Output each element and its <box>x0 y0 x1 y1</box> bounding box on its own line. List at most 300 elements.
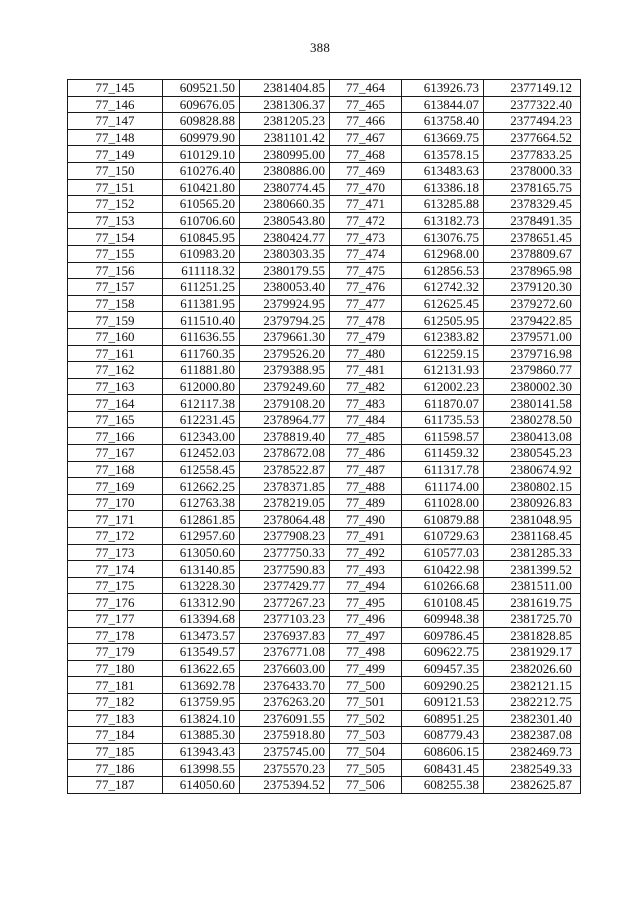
y-coordinate-right-cell: 2381285.33 <box>484 544 581 561</box>
point-id-right-cell: 77_476 <box>330 279 402 296</box>
table-row <box>68 611 581 628</box>
table-row <box>68 362 581 379</box>
point-id-left-cell: 77_175 <box>68 577 163 594</box>
x-coordinate-left-cell: 613312.90 <box>163 594 240 611</box>
x-coordinate-left-cell: 612452.03 <box>163 445 240 462</box>
x-coordinate-right-cell: 610729.63 <box>402 528 484 545</box>
y-coordinate-left-cell: 2377750.33 <box>240 544 330 561</box>
point-id-left-cell: 77_166 <box>68 428 163 445</box>
y-coordinate-left-cell: 2376433.70 <box>240 677 330 694</box>
y-coordinate-left-cell: 2379249.60 <box>240 378 330 395</box>
x-coordinate-left-cell: 610983.20 <box>163 245 240 262</box>
point-id-right-cell: 77_498 <box>330 644 402 661</box>
y-coordinate-left-cell: 2380886.00 <box>240 162 330 179</box>
point-id-left-cell: 77_177 <box>68 611 163 628</box>
y-coordinate-right-cell: 2380278.50 <box>484 411 581 428</box>
table-row <box>68 162 581 179</box>
y-coordinate-right-cell: 2382549.33 <box>484 760 581 777</box>
y-coordinate-right-cell: 2382301.40 <box>484 710 581 727</box>
y-coordinate-right-cell: 2379860.77 <box>484 362 581 379</box>
point-id-left-cell: 77_186 <box>68 760 163 777</box>
y-coordinate-left-cell: 2376937.83 <box>240 627 330 644</box>
point-id-left-cell: 77_159 <box>68 312 163 329</box>
y-coordinate-left-cell: 2376771.08 <box>240 644 330 661</box>
point-id-right-cell: 77_468 <box>330 146 402 163</box>
x-coordinate-right-cell: 613285.88 <box>402 196 484 213</box>
y-coordinate-right-cell: 2381168.45 <box>484 528 581 545</box>
y-coordinate-left-cell: 2378371.85 <box>240 478 330 495</box>
point-id-right-cell: 77_484 <box>330 411 402 428</box>
point-id-left-cell: 77_173 <box>68 544 163 561</box>
table-row <box>68 146 581 163</box>
y-coordinate-right-cell: 2377664.52 <box>484 129 581 146</box>
x-coordinate-left-cell: 613885.30 <box>163 727 240 744</box>
y-coordinate-right-cell: 2381619.75 <box>484 594 581 611</box>
coordinates-table <box>67 79 581 794</box>
y-coordinate-left-cell: 2375745.00 <box>240 743 330 760</box>
y-coordinate-right-cell: 2380674.92 <box>484 461 581 478</box>
table-row <box>68 312 581 329</box>
point-id-left-cell: 77_153 <box>68 212 163 229</box>
x-coordinate-left-cell: 611510.40 <box>163 312 240 329</box>
y-coordinate-left-cell: 2376263.20 <box>240 693 330 710</box>
point-id-right-cell: 77_475 <box>330 262 402 279</box>
y-coordinate-left-cell: 2381101.42 <box>240 129 330 146</box>
table-row <box>68 544 581 561</box>
table-row <box>68 96 581 113</box>
x-coordinate-left-cell: 614050.60 <box>163 776 240 793</box>
x-coordinate-right-cell: 613669.75 <box>402 129 484 146</box>
table-row <box>68 677 581 694</box>
y-coordinate-right-cell: 2377494.23 <box>484 113 581 130</box>
x-coordinate-left-cell: 612558.45 <box>163 461 240 478</box>
point-id-right-cell: 77_481 <box>330 362 402 379</box>
x-coordinate-right-cell: 612505.95 <box>402 312 484 329</box>
y-coordinate-right-cell: 2378651.45 <box>484 229 581 246</box>
x-coordinate-right-cell: 612002.23 <box>402 378 484 395</box>
x-coordinate-right-cell: 612383.82 <box>402 328 484 345</box>
table-row <box>68 262 581 279</box>
table-row <box>68 710 581 727</box>
x-coordinate-right-cell: 610879.88 <box>402 511 484 528</box>
x-coordinate-left-cell: 610706.60 <box>163 212 240 229</box>
y-coordinate-right-cell: 2380545.23 <box>484 445 581 462</box>
point-id-left-cell: 77_165 <box>68 411 163 428</box>
table-row <box>68 494 581 511</box>
y-coordinate-right-cell: 2382121.15 <box>484 677 581 694</box>
x-coordinate-right-cell: 609622.75 <box>402 644 484 661</box>
point-id-right-cell: 77_471 <box>330 196 402 213</box>
x-coordinate-left-cell: 613622.65 <box>163 660 240 677</box>
y-coordinate-right-cell: 2378329.45 <box>484 196 581 213</box>
point-id-right-cell: 77_483 <box>330 395 402 412</box>
x-coordinate-right-cell: 610577.03 <box>402 544 484 561</box>
point-id-left-cell: 77_176 <box>68 594 163 611</box>
x-coordinate-left-cell: 613943.43 <box>163 743 240 760</box>
x-coordinate-right-cell: 611028.00 <box>402 494 484 511</box>
y-coordinate-left-cell: 2380995.00 <box>240 146 330 163</box>
x-coordinate-left-cell: 610565.20 <box>163 196 240 213</box>
x-coordinate-left-cell: 612117.38 <box>163 395 240 412</box>
x-coordinate-left-cell: 612231.45 <box>163 411 240 428</box>
point-id-left-cell: 77_185 <box>68 743 163 760</box>
point-id-right-cell: 77_467 <box>330 129 402 146</box>
table-row <box>68 461 581 478</box>
y-coordinate-left-cell: 2379661.30 <box>240 328 330 345</box>
y-coordinate-right-cell: 2381399.52 <box>484 561 581 578</box>
table-row <box>68 528 581 545</box>
y-coordinate-right-cell: 2379422.85 <box>484 312 581 329</box>
point-id-left-cell: 77_171 <box>68 511 163 528</box>
x-coordinate-right-cell: 613483.63 <box>402 162 484 179</box>
table-row <box>68 328 581 345</box>
x-coordinate-right-cell: 611174.00 <box>402 478 484 495</box>
point-id-right-cell: 77_474 <box>330 245 402 262</box>
point-id-left-cell: 77_148 <box>68 129 163 146</box>
table-row <box>68 229 581 246</box>
table-row <box>68 627 581 644</box>
y-coordinate-left-cell: 2377908.23 <box>240 528 330 545</box>
point-id-left-cell: 77_182 <box>68 693 163 710</box>
table-row <box>68 212 581 229</box>
y-coordinate-right-cell: 2380413.08 <box>484 428 581 445</box>
y-coordinate-left-cell: 2381205.23 <box>240 113 330 130</box>
point-id-right-cell: 77_470 <box>330 179 402 196</box>
x-coordinate-right-cell: 609786.45 <box>402 627 484 644</box>
y-coordinate-right-cell: 2377149.12 <box>484 80 581 97</box>
x-coordinate-left-cell: 613228.30 <box>163 577 240 594</box>
y-coordinate-left-cell: 2378219.05 <box>240 494 330 511</box>
point-id-left-cell: 77_178 <box>68 627 163 644</box>
y-coordinate-left-cell: 2376603.00 <box>240 660 330 677</box>
table-row <box>68 345 581 362</box>
y-coordinate-left-cell: 2379388.95 <box>240 362 330 379</box>
y-coordinate-right-cell: 2378491.35 <box>484 212 581 229</box>
x-coordinate-right-cell: 612259.15 <box>402 345 484 362</box>
y-coordinate-left-cell: 2375394.52 <box>240 776 330 793</box>
x-coordinate-left-cell: 611118.32 <box>163 262 240 279</box>
point-id-left-cell: 77_167 <box>68 445 163 462</box>
table-row <box>68 727 581 744</box>
x-coordinate-right-cell: 612742.32 <box>402 279 484 296</box>
point-id-right-cell: 77_505 <box>330 760 402 777</box>
y-coordinate-left-cell: 2379924.95 <box>240 295 330 312</box>
table-row <box>68 113 581 130</box>
point-id-right-cell: 77_495 <box>330 594 402 611</box>
y-coordinate-left-cell: 2378064.48 <box>240 511 330 528</box>
point-id-left-cell: 77_179 <box>68 644 163 661</box>
y-coordinate-right-cell: 2377322.40 <box>484 96 581 113</box>
point-id-right-cell: 77_469 <box>330 162 402 179</box>
point-id-right-cell: 77_485 <box>330 428 402 445</box>
x-coordinate-left-cell: 610276.40 <box>163 162 240 179</box>
x-coordinate-left-cell: 613549.57 <box>163 644 240 661</box>
y-coordinate-left-cell: 2378819.40 <box>240 428 330 445</box>
point-id-right-cell: 77_478 <box>330 312 402 329</box>
x-coordinate-right-cell: 611459.32 <box>402 445 484 462</box>
table-row <box>68 245 581 262</box>
x-coordinate-right-cell: 610422.98 <box>402 561 484 578</box>
point-id-left-cell: 77_150 <box>68 162 163 179</box>
x-coordinate-left-cell: 611881.80 <box>163 362 240 379</box>
table-row <box>68 478 581 495</box>
point-id-right-cell: 77_473 <box>330 229 402 246</box>
x-coordinate-right-cell: 608779.43 <box>402 727 484 744</box>
y-coordinate-right-cell: 2381929.17 <box>484 644 581 661</box>
x-coordinate-right-cell: 613926.73 <box>402 80 484 97</box>
y-coordinate-right-cell: 2382212.75 <box>484 693 581 710</box>
x-coordinate-left-cell: 611760.35 <box>163 345 240 362</box>
x-coordinate-right-cell: 613076.75 <box>402 229 484 246</box>
x-coordinate-right-cell: 609948.38 <box>402 611 484 628</box>
x-coordinate-right-cell: 613182.73 <box>402 212 484 229</box>
point-id-left-cell: 77_146 <box>68 96 163 113</box>
table-row <box>68 411 581 428</box>
table-row <box>68 760 581 777</box>
x-coordinate-left-cell: 609979.90 <box>163 129 240 146</box>
point-id-right-cell: 77_496 <box>330 611 402 628</box>
x-coordinate-right-cell: 608606.15 <box>402 743 484 760</box>
x-coordinate-left-cell: 612343.00 <box>163 428 240 445</box>
y-coordinate-left-cell: 2378522.87 <box>240 461 330 478</box>
y-coordinate-left-cell: 2377103.23 <box>240 611 330 628</box>
point-id-right-cell: 77_502 <box>330 710 402 727</box>
table-row <box>68 428 581 445</box>
x-coordinate-right-cell: 613844.07 <box>402 96 484 113</box>
point-id-left-cell: 77_161 <box>68 345 163 362</box>
point-id-right-cell: 77_501 <box>330 693 402 710</box>
y-coordinate-left-cell: 2379526.20 <box>240 345 330 362</box>
point-id-left-cell: 77_155 <box>68 245 163 262</box>
x-coordinate-left-cell: 609521.50 <box>163 80 240 97</box>
point-id-right-cell: 77_480 <box>330 345 402 362</box>
table-row <box>68 693 581 710</box>
y-coordinate-right-cell: 2378809.67 <box>484 245 581 262</box>
x-coordinate-right-cell: 608951.25 <box>402 710 484 727</box>
x-coordinate-left-cell: 612861.85 <box>163 511 240 528</box>
x-coordinate-left-cell: 610421.80 <box>163 179 240 196</box>
table-row <box>68 743 581 760</box>
y-coordinate-right-cell: 2380926.83 <box>484 494 581 511</box>
point-id-right-cell: 77_499 <box>330 660 402 677</box>
point-id-left-cell: 77_172 <box>68 528 163 545</box>
y-coordinate-right-cell: 2380802.15 <box>484 478 581 495</box>
x-coordinate-left-cell: 609676.05 <box>163 96 240 113</box>
y-coordinate-right-cell: 2380002.30 <box>484 378 581 395</box>
table-row <box>68 395 581 412</box>
x-coordinate-left-cell: 613759.95 <box>163 693 240 710</box>
table-row <box>68 561 581 578</box>
x-coordinate-right-cell: 613758.40 <box>402 113 484 130</box>
x-coordinate-left-cell: 611251.25 <box>163 279 240 296</box>
x-coordinate-left-cell: 613140.85 <box>163 561 240 578</box>
y-coordinate-right-cell: 2380141.58 <box>484 395 581 412</box>
point-id-left-cell: 77_157 <box>68 279 163 296</box>
x-coordinate-left-cell: 613998.55 <box>163 760 240 777</box>
y-coordinate-right-cell: 2381828.85 <box>484 627 581 644</box>
x-coordinate-left-cell: 613824.10 <box>163 710 240 727</box>
table-row <box>68 511 581 528</box>
table-row <box>68 644 581 661</box>
y-coordinate-left-cell: 2375570.23 <box>240 760 330 777</box>
point-id-left-cell: 77_145 <box>68 80 163 97</box>
point-id-right-cell: 77_500 <box>330 677 402 694</box>
y-coordinate-left-cell: 2381404.85 <box>240 80 330 97</box>
table-row <box>68 279 581 296</box>
table-row <box>68 378 581 395</box>
y-coordinate-right-cell: 2381511.00 <box>484 577 581 594</box>
point-id-left-cell: 77_156 <box>68 262 163 279</box>
y-coordinate-right-cell: 2382026.60 <box>484 660 581 677</box>
table-body <box>68 80 581 794</box>
y-coordinate-right-cell: 2377833.25 <box>484 146 581 163</box>
y-coordinate-left-cell: 2380424.77 <box>240 229 330 246</box>
x-coordinate-right-cell: 609121.53 <box>402 693 484 710</box>
x-coordinate-left-cell: 613050.60 <box>163 544 240 561</box>
point-id-right-cell: 77_494 <box>330 577 402 594</box>
point-id-left-cell: 77_154 <box>68 229 163 246</box>
point-id-right-cell: 77_489 <box>330 494 402 511</box>
y-coordinate-left-cell: 2380774.45 <box>240 179 330 196</box>
y-coordinate-right-cell: 2378965.98 <box>484 262 581 279</box>
point-id-left-cell: 77_158 <box>68 295 163 312</box>
x-coordinate-left-cell: 610845.95 <box>163 229 240 246</box>
point-id-right-cell: 77_506 <box>330 776 402 793</box>
point-id-left-cell: 77_147 <box>68 113 163 130</box>
point-id-right-cell: 77_482 <box>330 378 402 395</box>
table-row <box>68 445 581 462</box>
point-id-left-cell: 77_184 <box>68 727 163 744</box>
point-id-right-cell: 77_466 <box>330 113 402 130</box>
x-coordinate-right-cell: 612131.93 <box>402 362 484 379</box>
point-id-left-cell: 77_169 <box>68 478 163 495</box>
point-id-right-cell: 77_488 <box>330 478 402 495</box>
y-coordinate-right-cell: 2379571.00 <box>484 328 581 345</box>
x-coordinate-right-cell: 610108.45 <box>402 594 484 611</box>
x-coordinate-left-cell: 613692.78 <box>163 677 240 694</box>
point-id-left-cell: 77_163 <box>68 378 163 395</box>
table-row <box>68 196 581 213</box>
x-coordinate-left-cell: 612763.38 <box>163 494 240 511</box>
table-row <box>68 577 581 594</box>
point-id-right-cell: 77_487 <box>330 461 402 478</box>
y-coordinate-left-cell: 2380053.40 <box>240 279 330 296</box>
x-coordinate-left-cell: 611636.55 <box>163 328 240 345</box>
point-id-left-cell: 77_149 <box>68 146 163 163</box>
y-coordinate-right-cell: 2381048.95 <box>484 511 581 528</box>
point-id-right-cell: 77_464 <box>330 80 402 97</box>
x-coordinate-right-cell: 613578.15 <box>402 146 484 163</box>
table-row <box>68 660 581 677</box>
x-coordinate-left-cell: 611381.95 <box>163 295 240 312</box>
point-id-right-cell: 77_465 <box>330 96 402 113</box>
y-coordinate-right-cell: 2382387.08 <box>484 727 581 744</box>
point-id-left-cell: 77_170 <box>68 494 163 511</box>
x-coordinate-right-cell: 611317.78 <box>402 461 484 478</box>
point-id-right-cell: 77_491 <box>330 528 402 545</box>
y-coordinate-left-cell: 2377429.77 <box>240 577 330 594</box>
point-id-left-cell: 77_151 <box>68 179 163 196</box>
point-id-left-cell: 77_162 <box>68 362 163 379</box>
x-coordinate-right-cell: 613386.18 <box>402 179 484 196</box>
x-coordinate-left-cell: 613394.68 <box>163 611 240 628</box>
point-id-left-cell: 77_168 <box>68 461 163 478</box>
point-id-right-cell: 77_493 <box>330 561 402 578</box>
point-id-left-cell: 77_181 <box>68 677 163 694</box>
table-row <box>68 776 581 793</box>
y-coordinate-left-cell: 2379794.25 <box>240 312 330 329</box>
y-coordinate-right-cell: 2379716.98 <box>484 345 581 362</box>
point-id-right-cell: 77_472 <box>330 212 402 229</box>
y-coordinate-right-cell: 2382469.73 <box>484 743 581 760</box>
point-id-left-cell: 77_187 <box>68 776 163 793</box>
y-coordinate-right-cell: 2382625.87 <box>484 776 581 793</box>
point-id-right-cell: 77_486 <box>330 445 402 462</box>
y-coordinate-right-cell: 2379120.30 <box>484 279 581 296</box>
page-number: 388 <box>309 40 331 55</box>
x-coordinate-left-cell: 612957.60 <box>163 528 240 545</box>
point-id-right-cell: 77_479 <box>330 328 402 345</box>
x-coordinate-right-cell: 609457.35 <box>402 660 484 677</box>
y-coordinate-right-cell: 2378165.75 <box>484 179 581 196</box>
x-coordinate-left-cell: 612662.25 <box>163 478 240 495</box>
x-coordinate-left-cell: 609828.88 <box>163 113 240 130</box>
point-id-right-cell: 77_492 <box>330 544 402 561</box>
y-coordinate-left-cell: 2380179.55 <box>240 262 330 279</box>
table-row <box>68 295 581 312</box>
x-coordinate-right-cell: 611870.07 <box>402 395 484 412</box>
point-id-left-cell: 77_183 <box>68 710 163 727</box>
table-row <box>68 129 581 146</box>
point-id-left-cell: 77_164 <box>68 395 163 412</box>
y-coordinate-left-cell: 2375918.80 <box>240 727 330 744</box>
y-coordinate-left-cell: 2377590.83 <box>240 561 330 578</box>
x-coordinate-right-cell: 608255.38 <box>402 776 484 793</box>
y-coordinate-left-cell: 2379108.20 <box>240 395 330 412</box>
x-coordinate-right-cell: 612625.45 <box>402 295 484 312</box>
y-coordinate-left-cell: 2378964.77 <box>240 411 330 428</box>
x-coordinate-right-cell: 610266.68 <box>402 577 484 594</box>
table-row <box>68 594 581 611</box>
point-id-left-cell: 77_152 <box>68 196 163 213</box>
x-coordinate-right-cell: 611598.57 <box>402 428 484 445</box>
x-coordinate-right-cell: 608431.45 <box>402 760 484 777</box>
y-coordinate-left-cell: 2380303.35 <box>240 245 330 262</box>
x-coordinate-right-cell: 609290.25 <box>402 677 484 694</box>
point-id-left-cell: 77_174 <box>68 561 163 578</box>
point-id-right-cell: 77_497 <box>330 627 402 644</box>
x-coordinate-left-cell: 612000.80 <box>163 378 240 395</box>
y-coordinate-left-cell: 2381306.37 <box>240 96 330 113</box>
x-coordinate-left-cell: 613473.57 <box>163 627 240 644</box>
y-coordinate-right-cell: 2378000.33 <box>484 162 581 179</box>
y-coordinate-right-cell: 2379272.60 <box>484 295 581 312</box>
y-coordinate-left-cell: 2377267.23 <box>240 594 330 611</box>
x-coordinate-right-cell: 611735.53 <box>402 411 484 428</box>
point-id-right-cell: 77_477 <box>330 295 402 312</box>
y-coordinate-left-cell: 2380660.35 <box>240 196 330 213</box>
point-id-right-cell: 77_504 <box>330 743 402 760</box>
table-row <box>68 80 581 97</box>
x-coordinate-right-cell: 612968.00 <box>402 245 484 262</box>
y-coordinate-right-cell: 2381725.70 <box>484 611 581 628</box>
point-id-left-cell: 77_180 <box>68 660 163 677</box>
y-coordinate-left-cell: 2378672.08 <box>240 445 330 462</box>
y-coordinate-left-cell: 2380543.80 <box>240 212 330 229</box>
x-coordinate-left-cell: 610129.10 <box>163 146 240 163</box>
x-coordinate-right-cell: 612856.53 <box>402 262 484 279</box>
y-coordinate-left-cell: 2376091.55 <box>240 710 330 727</box>
